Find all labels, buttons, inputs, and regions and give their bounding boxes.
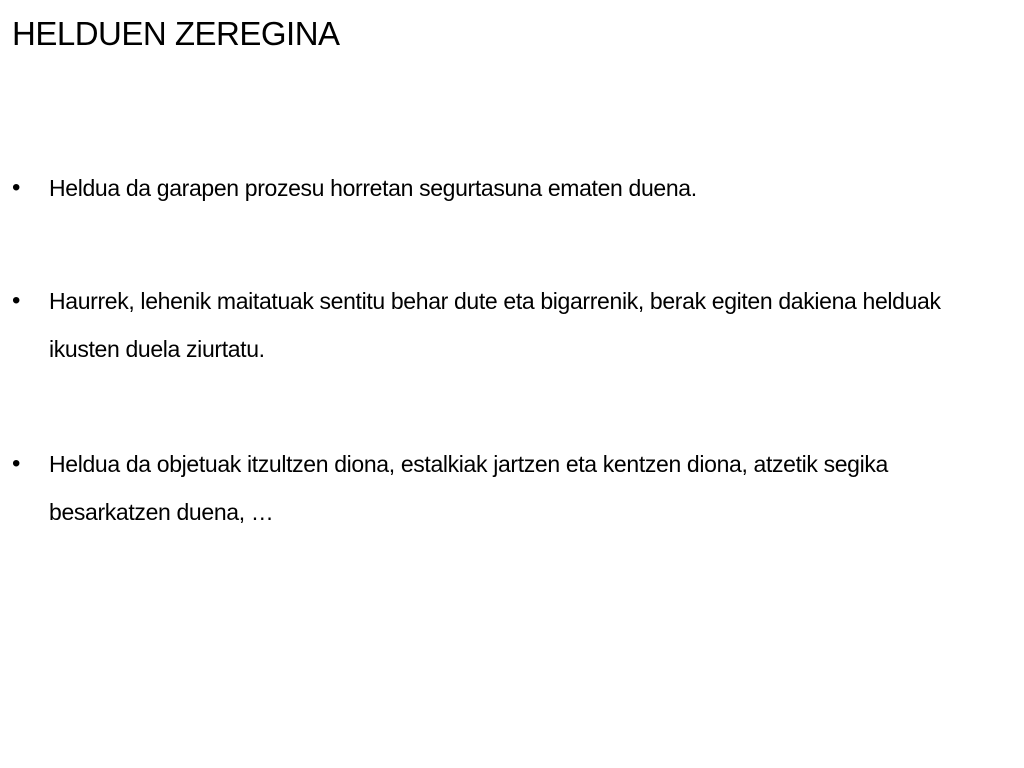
slide-title: HELDUEN ZEREGINA bbox=[12, 15, 340, 52]
bullet-dot-icon: • bbox=[12, 174, 21, 201]
bullet-dot-icon: • bbox=[12, 450, 21, 477]
bullet-text: Heldua da objetuak itzultzen diona, estalkiak jartzen eta kentzen diona, atzetik segika besarkatzen duena, … bbox=[49, 451, 888, 525]
bullet-dot-icon: • bbox=[12, 287, 21, 314]
bullet-text: Haurrek, lehenik maitatuak sentitu behar dute eta bigarrenik, berak egiten dakiena helduak ikusten duela ziurtatu. bbox=[49, 288, 941, 362]
bullet-text: Heldua da garapen prozesu horretan segurtasuna ematen duena. bbox=[49, 175, 697, 201]
